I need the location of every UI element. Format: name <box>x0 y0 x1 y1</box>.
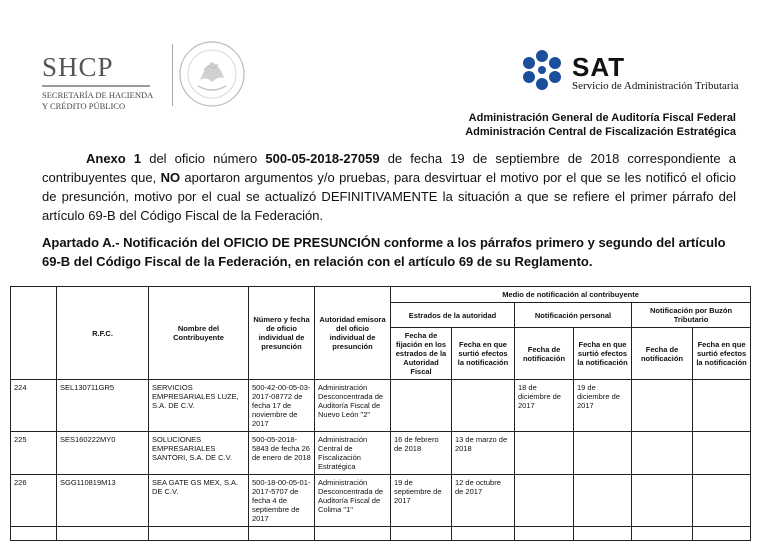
admin-line-1: Administración General de Auditoría Fiscal Federal <box>468 112 736 124</box>
apartado-heading: Apartado A.- Notificación del OFICIO DE PRESUNCIÓN conforme a los párrafos primero y segundo del artículo 69-B del Código Fiscal de la Federación, en relación con el artículo 69 de su Reglamento. <box>42 235 726 269</box>
anexo-label: Anexo 1 <box>86 151 142 166</box>
header-surtio-personal: Fecha en que surtió efectos la notificación <box>574 328 632 380</box>
header-fecha-fijacion: Fecha de fijación en los estrados de la Autoridad Fiscal <box>391 328 452 380</box>
notification-table <box>10 286 751 541</box>
header-fecha-personal: Fecha de notificación <box>515 328 574 380</box>
national-seal-icon <box>178 40 246 108</box>
table-header-row <box>11 287 751 303</box>
no-emphasis: NO <box>160 170 181 185</box>
table-row: 224 SEL130711GR5 SERVICIOS EMPRESARIALES LUZE, S.A. DE C.V. 500-42-00-05-03-2017-08772 de fecha 17 de noviembre de 2017 Administración Desconcentrada de Auditoría Fiscal de Nuevo León "2" 18 de diciembre de 2017 19 de diciembre de 2017 <box>11 380 751 432</box>
header-fecha-buzon: Fecha de notificación <box>632 328 693 380</box>
table-row-partial <box>11 527 751 541</box>
admin-line-2: Administración Central de Fiscalización Estratégica <box>465 126 736 138</box>
header-autoridad: Autoridad emisora del oficio individual de presunción <box>315 287 391 380</box>
header-medio-notificacion: Medio de notificación al contribuyente <box>391 287 751 303</box>
sat-emblem-icon <box>520 48 564 92</box>
oficio-number: 500-05-2018-27059 <box>265 151 380 166</box>
header-estrados: Estrados de la autoridad <box>391 303 515 328</box>
sat-subtitle: Servicio de Administración Tributaria <box>572 80 739 92</box>
logo-separator <box>172 44 173 106</box>
header-nombre: Nombre del Contribuyente <box>149 287 249 380</box>
header-numero-oficio: Número y fecha de oficio individual de presunción <box>249 287 315 380</box>
administration-heading <box>465 111 736 139</box>
intro-paragraph: Anexo 1 del oficio número 500-05-2018-27059 de fecha 19 de septiembre de 2018 correspondiente a contribuyentes que, NO aportaron argumentos y/o pruebas, para desvirtuar el motivo por el que se les notificó el oficio de presunción, motivo por el cual se actualizó DEFINITIVAMENTE la situación a que se refiere el primer párrafo del artículo 69-B del Código Fiscal de la Federación. <box>42 151 736 223</box>
header-rfc: R.F.C. <box>57 287 149 380</box>
shcp-subtitle: SECRETARÍA DE HACIENDA Y CRÉDITO PÚBLICO <box>42 90 154 111</box>
sat-name: SAT <box>572 52 626 82</box>
table-row: 226 SGG110819M13 SEA GATE GS MEX, S.A. DE C.V. 500-18-00-05-01-2017-5707 de fecha 4 de septiembre de 2017 Administración Desconcentrada de Auditoría Fiscal de Colima "1" 19 de septiembre de 2017 12 de octubre de 2017 <box>11 475 751 527</box>
header-personal: Notificación personal <box>515 303 632 328</box>
shcp-logo <box>42 52 153 112</box>
header-surtio-estrados: Fecha en que surtió efectos la notificación <box>452 328 515 380</box>
header-buzon: Notificación por Buzón Tributario <box>632 303 751 328</box>
shcp-divider <box>42 85 150 87</box>
header-surtio-buzon: Fecha en que surtió efectos la notificación <box>693 328 751 380</box>
table-row: 225 SES160222MY0 SOLUCIONES EMPRESARIALES SANTORI, S.A. DE C.V. 500-05-2018-5843 de fecha 26 de enero de 2018 Administración Central de Fiscalización Estratégica 16 de febrero de 2018 13 de marzo de 2018 <box>11 432 751 475</box>
shcp-title: SHCP <box>42 52 114 82</box>
letterhead <box>0 0 768 110</box>
